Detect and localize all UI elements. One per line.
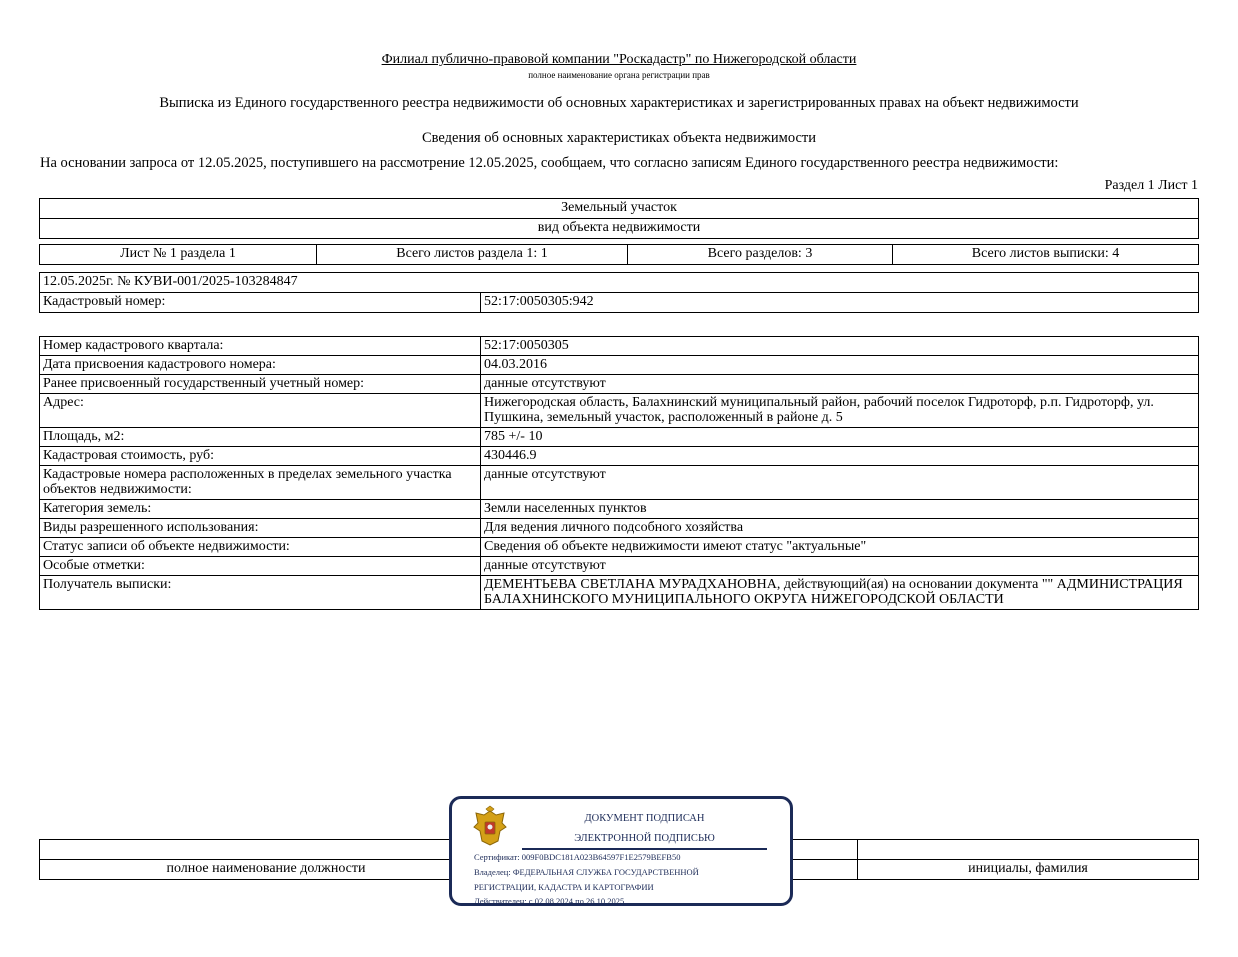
- row-label: Площадь, м2:: [40, 428, 481, 447]
- stamp-owner-2: РЕГИСТРАЦИИ, КАДАСТРА И КАРТОГРАФИИ: [474, 882, 654, 892]
- row-value: данные отсутствуют: [481, 375, 1199, 394]
- table-row: [40, 394, 1199, 428]
- stamp-title-1: ДОКУМЕНТ ПОДПИСАН: [584, 813, 705, 824]
- table-row: [40, 538, 1199, 557]
- electronic-signature-stamp: [449, 796, 793, 906]
- document-subtitle: Сведения об основных характеристиках объекта недвижимости: [421, 130, 817, 146]
- name-caption: инициалы, фамилия: [858, 860, 1199, 880]
- table-row: [40, 337, 1199, 356]
- row-label: Категория земель:: [40, 500, 481, 519]
- stamp-title-2: ЭЛЕКТРОННОЙ ПОДПИСЬЮ: [574, 833, 715, 844]
- row-value: Нижегородская область, Балахнинский муниципальный район, рабочий поселок Гидроторф, р.п. Гидроторф, ул. Пушкина, земельный участок, расположенный в районе д. 5: [481, 394, 1199, 428]
- table-row: [40, 519, 1199, 538]
- stamp-divider: [522, 848, 767, 850]
- document-title: Выписка из Единого государственного реестра недвижимости об основных характеристиках и зарегистрированных правах на объект недвижимости: [159, 95, 1079, 111]
- table-row: [40, 466, 1199, 500]
- stamp-certificate: Сертификат: 009F0BDC181A023B64597F1E2579BEFB50: [474, 852, 681, 862]
- object-type-table: [39, 198, 1199, 239]
- row-value: данные отсутствуют: [481, 466, 1199, 500]
- stamp-validity: Действителен: с 02.08.2024 по 26.10.2025: [474, 896, 625, 906]
- table-row: [40, 500, 1199, 519]
- row-value: Для ведения личного подсобного хозяйства: [481, 519, 1199, 538]
- row-label: Номер кадастрового квартала:: [40, 337, 481, 356]
- organization-name: Филиал публично-правовой компании "Роскадастр" по Нижегородской области: [381, 52, 857, 67]
- total-sections: Всего разделов: 3: [628, 245, 893, 265]
- row-value: Сведения об объекте недвижимости имеют статус "актуальные": [481, 538, 1199, 557]
- organization-caption: полное наименование органа регистрации прав: [528, 70, 710, 80]
- registration-table: [39, 272, 1199, 313]
- table-row: [40, 356, 1199, 375]
- table-row: [40, 375, 1199, 394]
- object-type-caption: вид объекта недвижимости: [40, 219, 1199, 239]
- row-value: 785 +/- 10: [481, 428, 1199, 447]
- row-label: Получатель выписки:: [40, 576, 481, 610]
- cadastral-label: Кадастровый номер:: [40, 293, 481, 313]
- row-value: ДЕМЕНТЬЕВА СВЕТЛАНА МУРАДХАНОВНА, действующий(ая) на основании документа "" АДМИНИСТРАЦИЯ БАЛАХНИНСКОГО МУНИЦИПАЛЬНОГО ОКРУГА НИЖЕГОРОДСКОЙ ОБЛАСТИ: [481, 576, 1199, 610]
- row-label: Кадастровые номера расположенных в пределах земельного участка объектов недвижимости:: [40, 466, 481, 500]
- table-row: [40, 428, 1199, 447]
- registration-number: 12.05.2025г. № КУВИ-001/2025-103284847: [40, 273, 1199, 293]
- cadastral-value: 52:17:0050305:942: [481, 293, 1199, 313]
- row-label: Особые отметки:: [40, 557, 481, 576]
- position-caption: полное наименование должности: [40, 860, 493, 880]
- request-basis: На основании запроса от 12.05.2025, поступившего на рассмотрение 12.05.2025, сообщаем, что согласно записям Единого государственного реестра недвижимости:: [40, 155, 1059, 171]
- row-value: 04.03.2016: [481, 356, 1199, 375]
- section-reference: Раздел 1 Лист 1: [1104, 178, 1198, 193]
- row-label: Дата присвоения кадастрового номера:: [40, 356, 481, 375]
- sheet-number: Лист № 1 раздела 1: [40, 245, 317, 265]
- row-label: Адрес:: [40, 394, 481, 428]
- total-sheets: Всего листов выписки: 4: [893, 245, 1199, 265]
- object-type: Земельный участок: [40, 199, 1199, 219]
- sheets-table: [39, 244, 1199, 265]
- stamp-owner: Владелец: ФЕДЕРАЛЬНАЯ СЛУЖБА ГОСУДАРСТВЕННОЙ: [474, 867, 699, 877]
- row-label: Статус записи об объекте недвижимости:: [40, 538, 481, 557]
- row-value: 52:17:0050305: [481, 337, 1199, 356]
- russian-coat-of-arms-icon: [468, 805, 512, 849]
- name-field: [858, 840, 1199, 860]
- table-row: [40, 576, 1199, 610]
- characteristics-table: [39, 336, 1199, 610]
- row-label: Ранее присвоенный государственный учетный номер:: [40, 375, 481, 394]
- total-sheets-section: Всего листов раздела 1: 1: [317, 245, 628, 265]
- row-value: Земли населенных пунктов: [481, 500, 1199, 519]
- row-value: данные отсутствуют: [481, 557, 1199, 576]
- table-row: [40, 447, 1199, 466]
- row-label: Виды разрешенного использования:: [40, 519, 481, 538]
- row-label: Кадастровая стоимость, руб:: [40, 447, 481, 466]
- row-value: 430446.9: [481, 447, 1199, 466]
- table-row: [40, 557, 1199, 576]
- position-field: [40, 840, 493, 860]
